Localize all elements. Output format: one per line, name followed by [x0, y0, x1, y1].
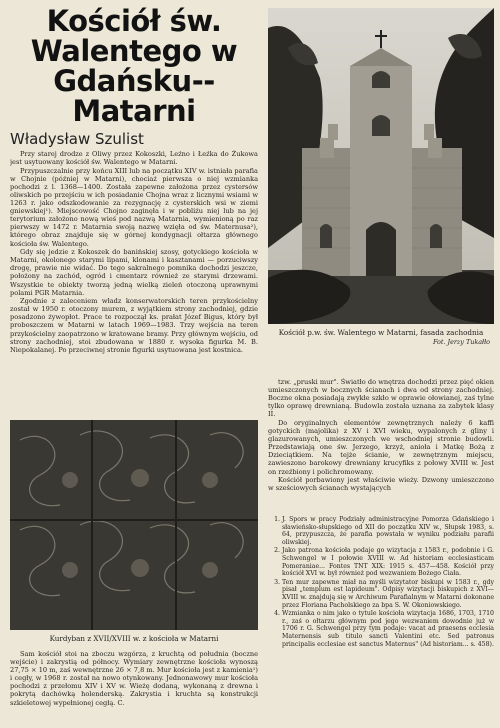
footnote: 2. Jako patrona kościoła podaje go wizytacja z 1583 r., podobnie i G. Schwengel w I połowie XVIII w. Ad historiam ecclesiasticam Pomeraniae... Fontes TNT XIX: 1915 s. 457—458. Kościół przy kościół XVI w. był również pod wezwaniem Bożego Ciała. [282, 547, 494, 578]
footnote: 4. Wzmianka o nim jako o tytule kościoła wizytacja 1686, 1703, 1710 r., zaś o ołtarzu głównym pod jego wezwaniem dowodnie już w 1706 r. G. Schwengel przy tym podaje: vacat ad praesens ecclesia Maternensis sub titulo sancti Valentini etc. Sed patronus principalis ecclesiae est sanctus Maternus" (Ad historiam... s. 458). [282, 610, 494, 649]
paragraph: tzw. „pruski mur". Światło do wnętrza dochodzi przez pięć okien umieszczonych w bocznych ścianach i dwa od strony zachodniej. Boczne okna posiadają zwykłe szkło w oprawie ołowianej, zaś tylne tylko oprawę drewnianą. Budowla została uznana za zabytek klasy II. [268, 378, 494, 419]
footnotes [268, 516, 494, 728]
paragraph: Kościół porbawiony jest właściwie wieży. Dzwony umieszczono w sześciowych ścianach wystających [268, 476, 494, 493]
article-author: Władysław Szulist [10, 130, 144, 148]
column-left-top [10, 150, 258, 418]
kurdyban-photo [10, 420, 258, 630]
photo-credit: Fot. Jerzy Tukałło [432, 338, 490, 346]
paragraph: Do oryginalnych elementów zewnętrznych należy 6 kaffi gotyckich (majolika) z XV i XVI wieku, wypalonych z gliny i glazurowanych, umieszczonych we wschodniej stronie budowli. Przedstawiają one św. Jerzego, krzyż, anioła i Matkę Bożą z Dzieciątkiem. Na tejże ścianie, w zewnętrznym miejscu, zawieszono barokowy drewniany krucyfiks z połowy XVIII w. Jest on rzeźbiony i polichromowany. [268, 418, 494, 476]
footnote: 1. J. Spors w pracy Podziały administracyjne Pomorza Gdańskiego i sławieńsko-słupskiego od XII do początku XIV w., Słupsk 1983, s. 64, przypuszcza, że parafia powstała w wyniku podziału parafii oliwskiej. [282, 516, 494, 547]
caption-text: Kościół p.w. św. Walentego w Matarni, fasada zachodnia [278, 328, 484, 337]
church-photo-caption [268, 328, 494, 347]
kurdyban-image [10, 420, 258, 630]
column-right [268, 378, 494, 514]
column-left-bottom [10, 650, 258, 728]
paragraph: Przypuszczalnie przy końcu XIII lub na początku XIV w. istniała parafia w Chojnie (później w Matarni), chociaż pierwsza o niej wzmianka pochodzi z l. 1368—1400. Została zapewne założona przez cystersów oliwskich po przejściu w ich posiadanie Chojna wraz z licznymi wsiami w 1263 r. jako odszkodowanie za rezygnację z cysterskich wsi w ziemi gniewskiej¹). Miejscowość Chojno zaginęła i w pobliżu niej lub na jej terytorium założono nową wieś pod nazwą Matarnia, wymienioną po raz pierwszy w 1472 r. Matarnia swoją nazwę wzięła od św. Maternusa²), którego obraz znajduje się w górnej kondygnacji ołtarza głównego kościoła św. Walentego. [10, 166, 258, 248]
article-title: Kościół św. Walentego w Gdańsku--Matarni [30, 4, 238, 128]
church-facade-image [268, 8, 494, 324]
paragraph: Zgodnie z zaleceniem władz konserwatorskich teren przykościelny został w 1950 r. otoczony murem, z wyjątkiem strony zachodniej, gdzie posadzono żywopłot. Prace te rozpoczął ks. prałat Józef Bigus, który był proboszczem w Matarni w latach 1969—1983. Trzy wejścia na teren przykościelny zaopatrzono w kratowane bramy. Przy głównym wejściu, od strony zachodniej, stoi zbudowana w 1880 r. wysoka figurka M. B. Niepokalanej. Po przeciwnej stronie figurki usytuowana jest kostnica. [10, 297, 258, 354]
footnote: 3. Ten mur zapewne miał na myśli wizytator biskupi w 1583 r., gdy pisał „templum est lapideum". Odpisy wizytacji biskupich z XVI—XVIII w. znajdują się w Archiwum Parafialnym w Matarni dokonane przez Floriana Pacholskiego za bpa S. W. Okoniowskiego. [282, 579, 494, 610]
kurdyban-photo-caption: Kurdyban z XVII/XVIII w. z kościoła w Matarni [49, 634, 219, 643]
church-facade-photo [268, 8, 494, 324]
paragraph: Przy starej drodze z Oliwy przez Kokoszki, Leźno i Łeźka do Żukowa jest usytuowany kościół św. Walentego w Matarni. [10, 150, 258, 167]
paragraph: Sam kościół stoi na zboczu wzgórza, z kruchtą od południa (boczne wejście) i zakrystią od północy. Wymiary zewnętrzne kościoła wynoszą 27,75 × 10 m, zaś wewnętrzne 26 × 7,8 m. Mur kościoła jest z kamienia¹) i cegły, w 1968 r. został na nowo otynkowany. Jednonawowy mur kościoła pochodzi z przełomu XIV i XV w. Wieżę dodaną, wykonaną z drewna i pokrytą dachówką holenderską. Zakrystia i kruchta są konstrukcji szkieletowej wypełnionej cegłą. C. [10, 650, 258, 707]
paragraph: Gdy się jedzie z Kokoszek do banińskiej szosy, gotyckiego kościoła w Matarni, okolonego starymi lipami, klonami i kasztanami — porzuciwszy drogę, prawie nie widać. Do tego sakralnego pomnika dochodzi jeszcze, położony na zachód, ogród i cmentarz również ze starymi drzewami. Wszystkie te obiekty tworzą jedną wielką zieleń otoczoną uprawnymi polami PGR Matarnia. [10, 248, 258, 297]
